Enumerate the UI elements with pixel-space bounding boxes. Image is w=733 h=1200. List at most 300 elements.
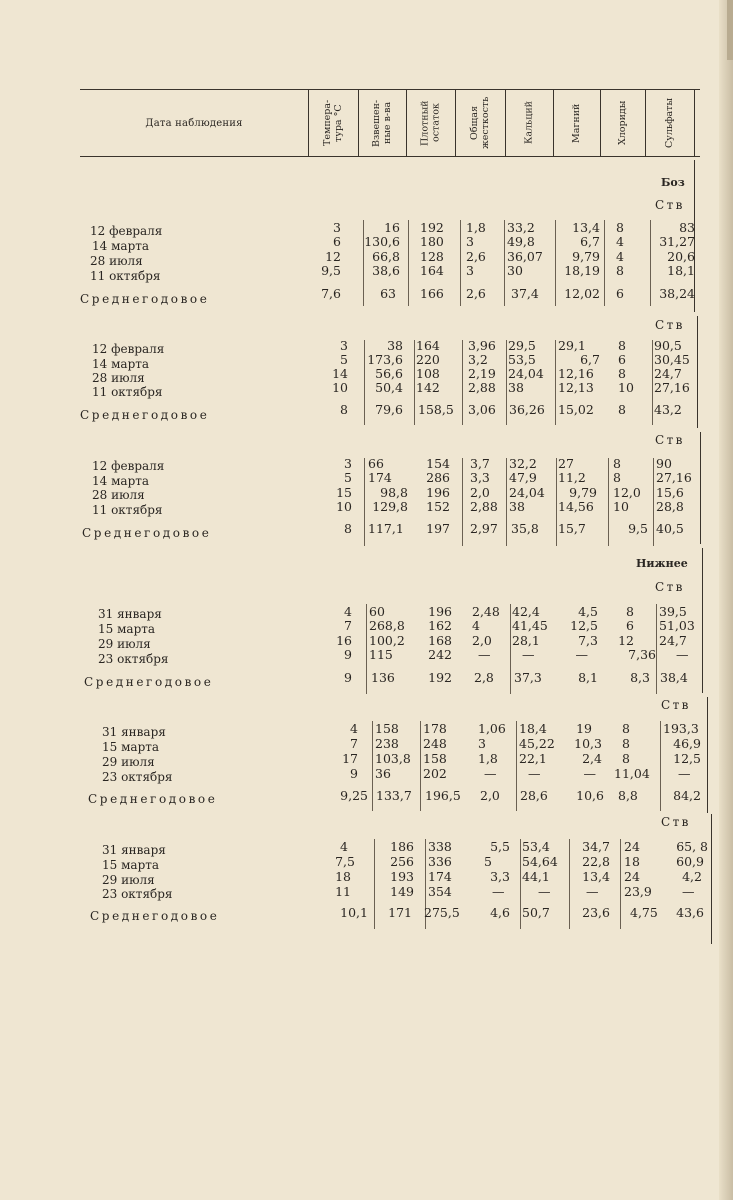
- cell-magnesium: —: [575, 647, 588, 662]
- cell-magnesium: 12,16: [558, 366, 594, 381]
- avg-hardness: 2,6: [466, 286, 486, 301]
- header-temperature: Темпера- тура °С: [322, 99, 344, 147]
- cell-residue: 152: [426, 499, 450, 514]
- row-date: 15 марта: [98, 622, 156, 636]
- avg-residue: 192: [428, 670, 452, 685]
- cell-sulfates: 12,5: [673, 751, 701, 766]
- row-date: 15 марта: [102, 858, 160, 872]
- header-sep: [600, 89, 601, 156]
- cell-residue: 242: [428, 647, 452, 662]
- row-date: 15 марта: [102, 740, 160, 754]
- avg-temp: 7,6: [321, 286, 341, 301]
- cell-chlorides: 10: [618, 380, 634, 395]
- cell-hardness: 2,88: [468, 380, 496, 395]
- cell-magnesium: 2,4: [582, 751, 602, 766]
- cell-magnesium: 11,2: [558, 470, 586, 485]
- cell-sulfates: 4,2: [682, 869, 702, 884]
- avg-label: Среднегодовое: [80, 292, 210, 306]
- row-date: 23 октября: [102, 887, 173, 901]
- cell-magnesium: 29,1: [558, 338, 586, 353]
- avg-temp: 8: [340, 402, 348, 417]
- cell-sulfates: 30,45: [654, 352, 690, 367]
- header-sep: [406, 89, 407, 156]
- cell-suspended: 186: [390, 839, 414, 854]
- cell-calcium: 53,4: [522, 839, 550, 854]
- cell-magnesium: 34,7: [582, 839, 610, 854]
- row-date: 11 октября: [90, 269, 161, 283]
- cell-calcium: 44,1: [522, 869, 550, 884]
- cell-temp: 4: [340, 839, 348, 854]
- avg-temp: 8: [344, 521, 352, 536]
- cell-calcium: 45,22: [519, 736, 555, 751]
- row-date: 14 марта: [92, 474, 150, 488]
- cell-residue: 162: [428, 618, 452, 633]
- cell-calcium: 22,1: [519, 751, 547, 766]
- row-date: 12 февраля: [90, 224, 163, 238]
- cell-calcium: 29,5: [508, 338, 536, 353]
- cell-chlorides: 11,04: [614, 766, 650, 781]
- cell-chlorides: 24: [624, 869, 640, 884]
- cell-sep: [653, 458, 654, 546]
- cell-temp: 4: [344, 604, 352, 619]
- cell-hardness: 2,0: [472, 633, 492, 648]
- cell-magnesium: 9,79: [572, 249, 600, 264]
- cell-chlorides: 8: [613, 470, 621, 485]
- cell-calcium: 49,8: [507, 234, 535, 249]
- cell-calcium: 24,04: [509, 485, 545, 500]
- cell-temp: 5: [344, 470, 352, 485]
- cell-sep: [506, 340, 507, 425]
- avg-temp: 10,1: [340, 905, 368, 920]
- avg-label: Среднегодовое: [84, 675, 214, 689]
- cell-hardness: —: [478, 647, 491, 662]
- header-sep: [455, 89, 456, 156]
- cell-sulfates: 193,3: [663, 721, 699, 736]
- cell-calcium: —: [538, 884, 551, 899]
- cell-magnesium: 12,5: [570, 618, 598, 633]
- section-label-stv: Ств: [661, 698, 691, 712]
- cell-magnesium: 27: [558, 456, 574, 471]
- cell-chlorides: 4: [616, 249, 624, 264]
- avg-chlorides: 6: [616, 286, 624, 301]
- avg-suspended: 171: [388, 905, 412, 920]
- cell-residue: 248: [423, 736, 447, 751]
- row-date: 31 января: [98, 607, 162, 621]
- avg-chlorides: 9,5: [628, 521, 648, 536]
- cell-temp: 9,5: [321, 263, 341, 278]
- avg-suspended: 136: [371, 670, 395, 685]
- cell-hardness: 3,7: [470, 456, 490, 471]
- section-label-stv: Ств: [655, 580, 685, 594]
- cell-sep: [620, 839, 621, 929]
- row-date: 23 октября: [102, 770, 173, 784]
- avg-residue: 196,5: [425, 788, 461, 803]
- cell-sulfates: 24,7: [654, 366, 682, 381]
- header-bottom-rule: [80, 156, 700, 157]
- cell-temp: 5: [340, 352, 348, 367]
- cell-hardness: 2,88: [470, 499, 498, 514]
- cell-chlorides: 8: [622, 721, 630, 736]
- cell-chlorides: 6: [626, 618, 634, 633]
- cell-calcium: 33,2: [507, 220, 535, 235]
- cell-temp: 9: [344, 647, 352, 662]
- cell-temp: 4: [350, 721, 358, 736]
- cell-hardness: 3: [466, 234, 474, 249]
- avg-calcium: 35,8: [511, 521, 539, 536]
- cell-chlorides: 8: [618, 366, 626, 381]
- cell-hardness: 3,3: [470, 470, 490, 485]
- avg-chlorides: 8,3: [630, 670, 650, 685]
- cell-chlorides: 12: [618, 633, 634, 648]
- cell-chlorides: 23,9: [624, 884, 652, 899]
- cell-suspended: 66,8: [372, 249, 400, 264]
- cell-temp: 14: [332, 366, 348, 381]
- cell-residue: 142: [416, 380, 440, 395]
- table-right-border: [711, 814, 712, 944]
- cell-calcium: 36,07: [507, 249, 543, 264]
- cell-residue: 164: [416, 338, 440, 353]
- cell-calcium: 18,4: [519, 721, 547, 736]
- cell-hardness: 3,3: [490, 869, 510, 884]
- row-date: 12 февраля: [92, 459, 165, 473]
- cell-temp: 17: [342, 751, 358, 766]
- cell-sep: [414, 340, 415, 425]
- cell-chlorides: 12,0: [613, 485, 641, 500]
- header-magnesium: Магний: [571, 103, 582, 143]
- cell-suspended: 100,2: [369, 633, 405, 648]
- cell-suspended: 149: [390, 884, 414, 899]
- cell-sulfates: 60,9: [676, 854, 704, 869]
- cell-chlorides: 24: [624, 839, 640, 854]
- cell-hardness: —: [484, 766, 497, 781]
- cell-sep: [504, 220, 505, 306]
- cell-hardness: 1,06: [478, 721, 506, 736]
- row-date: 29 июля: [102, 873, 155, 887]
- avg-calcium: 37,4: [511, 286, 539, 301]
- cell-chlorides: 6: [618, 352, 626, 367]
- cell-residue: 154: [426, 456, 450, 471]
- avg-hardness: 4,6: [490, 905, 510, 920]
- cell-hardness: 2,19: [468, 366, 496, 381]
- cell-suspended: 268,8: [369, 618, 405, 633]
- table-right-border: [707, 697, 708, 813]
- cell-residue: 174: [428, 869, 452, 884]
- cell-residue: 164: [420, 263, 444, 278]
- cell-sulfates: —: [682, 884, 695, 899]
- cell-sulfates: —: [678, 766, 691, 781]
- cell-calcium: 41,45: [512, 618, 548, 633]
- cell-calcium: 28,1: [512, 633, 540, 648]
- cell-suspended: 115: [369, 647, 393, 662]
- cell-temp: 6: [333, 234, 341, 249]
- cell-suspended: 130,6: [364, 234, 400, 249]
- cell-magnesium: 6,7: [580, 234, 600, 249]
- row-date: 23 октября: [98, 652, 169, 666]
- avg-magnesium: 15,7: [558, 521, 586, 536]
- avg-chlorides: 4,75: [630, 905, 658, 920]
- avg-calcium: 37,3: [514, 670, 542, 685]
- avg-sulfates: 40,5: [656, 521, 684, 536]
- cell-magnesium: 7,3: [578, 633, 598, 648]
- cell-hardness: 2,48: [472, 604, 500, 619]
- avg-label: Среднегодовое: [82, 526, 212, 540]
- cell-temp: 18: [335, 869, 351, 884]
- cell-suspended: 36: [375, 766, 391, 781]
- cell-residue: 180: [420, 234, 444, 249]
- avg-label: Среднегодовое: [80, 408, 210, 422]
- spine-mark: [727, 0, 733, 60]
- cell-temp: 10: [336, 499, 352, 514]
- cell-sep: [556, 458, 557, 546]
- header-sep: [308, 89, 309, 156]
- cell-hardness: 3,2: [468, 352, 488, 367]
- cell-sulfates: 27,16: [654, 380, 690, 395]
- cell-sulfates: 65, 8: [676, 839, 708, 854]
- row-date: 14 марта: [92, 239, 150, 253]
- cell-sulfates: 28,8: [656, 499, 684, 514]
- cell-sep: [510, 604, 511, 694]
- avg-suspended: 117,1: [368, 521, 404, 536]
- header-chlorides: Хлориды: [617, 100, 628, 146]
- avg-calcium: 50,7: [522, 905, 550, 920]
- cell-suspended: 238: [375, 736, 399, 751]
- cell-residue: 286: [426, 470, 450, 485]
- avg-residue: 197: [426, 521, 450, 536]
- avg-hardness: 2,0: [480, 788, 500, 803]
- cell-chlorides: 18: [624, 854, 640, 869]
- row-date: 11 октября: [92, 503, 163, 517]
- table-right-border: [702, 548, 703, 693]
- cell-temp: 16: [336, 633, 352, 648]
- cell-chlorides: 4: [616, 234, 624, 249]
- cell-suspended: 174: [368, 470, 392, 485]
- cell-suspended: 38,6: [372, 263, 400, 278]
- cell-residue: 178: [423, 721, 447, 736]
- avg-hardness: 3,06: [468, 402, 496, 417]
- cell-sep: [604, 220, 605, 306]
- row-date: 28 июля: [92, 371, 145, 385]
- cell-magnesium: 12,13: [558, 380, 594, 395]
- cell-hardness: 1,8: [466, 220, 486, 235]
- cell-sep: [372, 721, 373, 811]
- header-date-observation: Дата наблюдения: [145, 117, 243, 129]
- cell-chlorides: 8: [616, 220, 624, 235]
- page-edge: [719, 0, 733, 1200]
- cell-hardness: 3: [466, 263, 474, 278]
- cell-suspended: 50,4: [375, 380, 403, 395]
- header-sep: [645, 89, 646, 156]
- cell-sep: [460, 220, 461, 306]
- cell-residue: 158: [423, 751, 447, 766]
- row-date: 31 января: [102, 843, 166, 857]
- cell-suspended: 16: [384, 220, 400, 235]
- avg-sulfates: 84,2: [673, 788, 701, 803]
- cell-sulfates: 15,6: [656, 485, 684, 500]
- row-date: 12 февраля: [92, 342, 165, 356]
- table-right-border: [700, 432, 701, 544]
- avg-residue: 275,5: [424, 905, 460, 920]
- cell-magnesium: 9,79: [569, 485, 597, 500]
- cell-temp: 11: [335, 884, 351, 899]
- cell-calcium: —: [522, 647, 535, 662]
- cell-temp: 7: [344, 618, 352, 633]
- cell-sep: [516, 721, 517, 811]
- cell-calcium: 30: [507, 263, 523, 278]
- avg-magnesium: 23,6: [582, 905, 610, 920]
- cell-temp: 7: [350, 736, 358, 751]
- cell-residue: 354: [428, 884, 452, 899]
- avg-residue: 166: [420, 286, 444, 301]
- cell-residue: 196: [426, 485, 450, 500]
- cell-temp: 15: [336, 485, 352, 500]
- cell-suspended: 66: [368, 456, 384, 471]
- avg-calcium: 28,6: [520, 788, 548, 803]
- cell-residue: 128: [420, 249, 444, 264]
- cell-chlorides: 8: [622, 751, 630, 766]
- header-sulfates: Сульфаты: [664, 98, 675, 148]
- avg-suspended: 63: [380, 286, 396, 301]
- row-date: 31 января: [102, 725, 166, 739]
- cell-suspended: 158: [375, 721, 399, 736]
- avg-label: Среднегодовое: [88, 792, 218, 806]
- avg-chlorides: 8,8: [618, 788, 638, 803]
- avg-sulfates: 43,2: [654, 402, 682, 417]
- cell-residue: 196: [428, 604, 452, 619]
- header-dry-residue: Плотный остаток: [419, 100, 442, 146]
- cell-hardness: 1,8: [478, 751, 498, 766]
- avg-suspended: 133,7: [376, 788, 412, 803]
- cell-residue: 108: [416, 366, 440, 381]
- cell-sep: [408, 220, 409, 306]
- cell-magnesium: 14,56: [558, 499, 594, 514]
- cell-calcium: 47,9: [509, 470, 537, 485]
- cell-sulfates: 20,6: [667, 249, 695, 264]
- cell-chlorides: 10: [613, 499, 629, 514]
- avg-suspended: 79,6: [375, 402, 403, 417]
- cell-calcium: 32,2: [509, 456, 537, 471]
- cell-sulfates: 90,5: [654, 338, 682, 353]
- header-suspended-matter: Взвешен- ные в-ва: [371, 99, 393, 147]
- cell-magnesium: 10,3: [574, 736, 602, 751]
- cell-sep: [462, 340, 463, 425]
- section-label-stv: Ств: [655, 198, 685, 212]
- cell-suspended: 38: [387, 338, 403, 353]
- avg-magnesium: 10,6: [576, 788, 604, 803]
- cell-suspended: 173,6: [367, 352, 403, 367]
- cell-sep: [420, 721, 421, 811]
- cell-suspended: 98,8: [380, 485, 408, 500]
- row-date: 29 июля: [102, 755, 155, 769]
- avg-sulfates: 38,4: [660, 670, 688, 685]
- cell-magnesium: —: [583, 766, 596, 781]
- avg-hardness: 2,97: [470, 521, 498, 536]
- cell-sulfates: —: [676, 647, 689, 662]
- cell-hardness: —: [492, 884, 505, 899]
- avg-magnesium: 12,02: [564, 286, 600, 301]
- avg-magnesium: 15,02: [558, 402, 594, 417]
- cell-temp: 9: [350, 766, 358, 781]
- cell-temp: 3: [333, 220, 341, 235]
- cell-sep: [520, 839, 521, 929]
- cell-sulfates: 18,1: [667, 263, 695, 278]
- avg-calcium: 36,26: [509, 402, 545, 417]
- cell-residue: 202: [423, 766, 447, 781]
- cell-calcium: 24,04: [508, 366, 544, 381]
- cell-calcium: —: [528, 766, 541, 781]
- cell-hardness: 4: [472, 618, 480, 633]
- cell-chlorides: 7,36: [628, 647, 656, 662]
- cell-hardness: 5: [484, 854, 492, 869]
- cell-chlorides: 8: [618, 338, 626, 353]
- cell-sulfates: 24,7: [659, 633, 687, 648]
- section-label-stv: Ств: [655, 318, 685, 332]
- cell-magnesium: 6,7: [580, 352, 600, 367]
- section-label-stv: Ств: [655, 433, 685, 447]
- section-label-stv: Ств: [661, 815, 691, 829]
- avg-temp: 9,25: [340, 788, 368, 803]
- cell-sep: [506, 458, 507, 546]
- header-total-hardness: Общая жесткость: [469, 96, 491, 150]
- cell-suspended: 60: [369, 604, 385, 619]
- cell-calcium: 53,5: [508, 352, 536, 367]
- row-date: 28 июля: [90, 254, 143, 268]
- cell-hardness: 3,96: [468, 338, 496, 353]
- cell-sep: [569, 839, 570, 929]
- cell-chlorides: 8: [613, 456, 621, 471]
- avg-sulfates: 38,24: [659, 286, 695, 301]
- cell-chlorides: 8: [626, 604, 634, 619]
- cell-suspended: 193: [390, 869, 414, 884]
- table-right-border: [697, 316, 698, 428]
- cell-temp: 12: [325, 249, 341, 264]
- cell-magnesium: 13,4: [572, 220, 600, 235]
- avg-chlorides: 8: [618, 402, 626, 417]
- avg-hardness: 2,8: [474, 670, 494, 685]
- row-date: 11 октября: [92, 385, 163, 399]
- cell-magnesium: 18,19: [564, 263, 600, 278]
- cell-sulfates: 90: [656, 456, 672, 471]
- cell-sulfates: 39,5: [659, 604, 687, 619]
- cell-magnesium: 13,4: [582, 869, 610, 884]
- cell-magnesium: 4,5: [578, 604, 598, 619]
- cell-hardness: 5,5: [490, 839, 510, 854]
- cell-temp: 3: [340, 338, 348, 353]
- cell-calcium: 38: [508, 380, 524, 395]
- avg-sulfates: 43,6: [676, 905, 704, 920]
- cell-suspended: 256: [390, 854, 414, 869]
- cell-temp: 3: [344, 456, 352, 471]
- cell-sep: [462, 458, 463, 546]
- avg-residue: 158,5: [418, 402, 454, 417]
- cell-residue: 220: [416, 352, 440, 367]
- cell-calcium: 38: [509, 499, 525, 514]
- cell-sulfates: 27,16: [656, 470, 692, 485]
- header-calcium: Кальций: [523, 101, 535, 145]
- section-label-nizhnee: Нижнее: [636, 557, 688, 570]
- avg-temp: 9: [344, 670, 352, 685]
- avg-magnesium: 8,1: [578, 670, 598, 685]
- cell-sulfates: 46,9: [673, 736, 701, 751]
- cell-temp: 10: [332, 380, 348, 395]
- header-sep: [358, 89, 359, 156]
- row-date: 14 марта: [92, 357, 150, 371]
- cell-residue: 336: [428, 854, 452, 869]
- cell-magnesium: 22,8: [582, 854, 610, 869]
- cell-hardness: 2,6: [466, 249, 486, 264]
- cell-magnesium: 19: [576, 721, 592, 736]
- cell-residue: 338: [428, 839, 452, 854]
- cell-sep: [366, 604, 367, 694]
